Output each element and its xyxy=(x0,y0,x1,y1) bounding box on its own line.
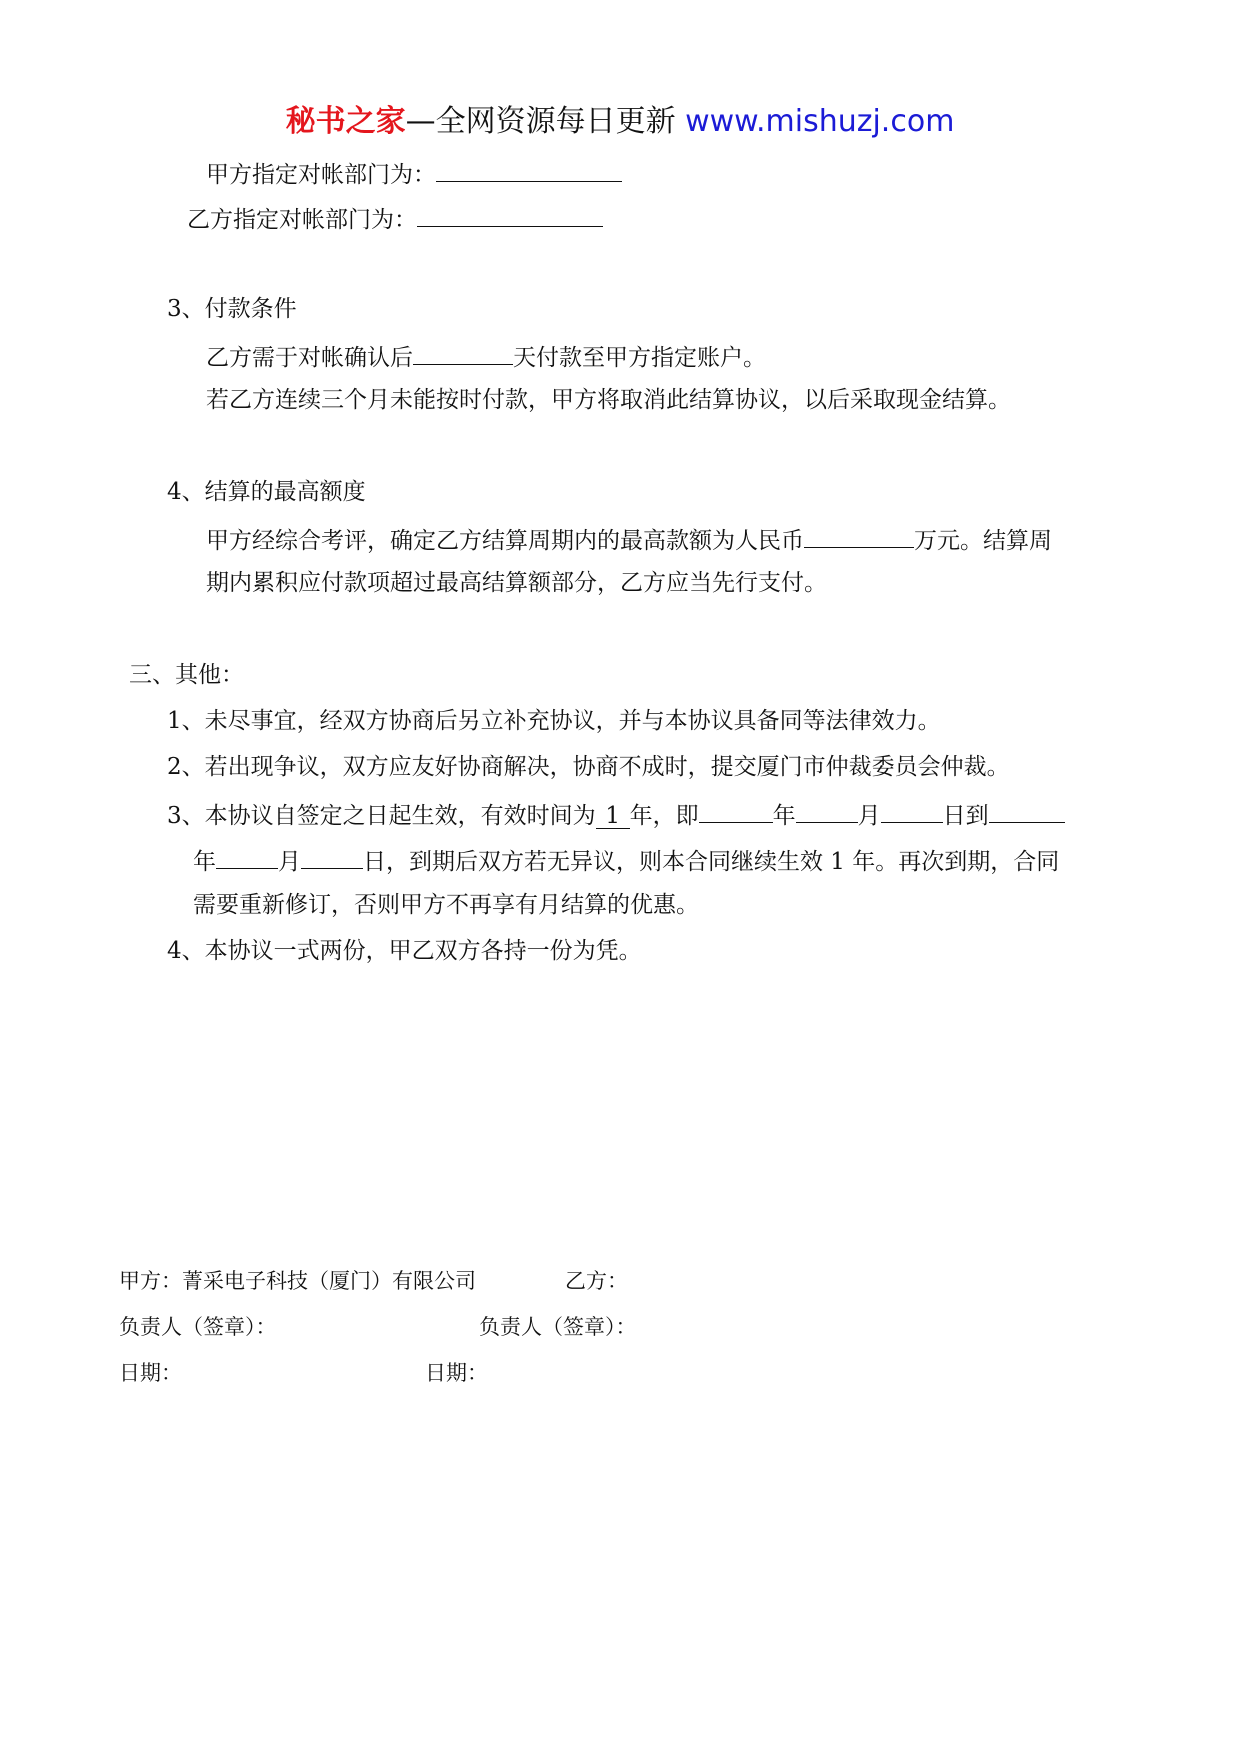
party-a-dept-blank xyxy=(436,157,622,182)
other-item-2: 2、若出现争议，双方应友好协商解决，协商不成时，提交厦门市仲裁委员会仲裁。 xyxy=(167,754,1010,780)
party-a-name: 菁采电子科技（厦门）有限公司 xyxy=(182,1269,476,1293)
brand-name: 秘书之家 xyxy=(285,104,406,139)
end-month-blank xyxy=(216,844,278,869)
end-year-label: 年 xyxy=(193,849,216,875)
payment-line-1 xyxy=(206,340,766,373)
item3-pre: 3、本协议自签定之日起生效，有效时间为 xyxy=(167,803,596,829)
other-item-3-line-3: 需要重新修订，否则甲方不再享有月结算的优惠。 xyxy=(193,892,699,918)
party-b-label: 乙方： xyxy=(565,1269,628,1293)
limit-line-1-post: 万元。结算周 xyxy=(914,528,1052,554)
start-year-blank xyxy=(699,798,773,823)
payment-line-1-pre: 乙方需于对帐确认后 xyxy=(206,345,413,371)
limit-amount-blank xyxy=(804,523,914,548)
other-item-3-line-2 xyxy=(193,844,1059,877)
start-month-blank xyxy=(796,798,858,823)
party-a-dept-label: 甲方指定对帐部门为： xyxy=(206,162,436,188)
item3-line-2-post: 日，到期后双方若无异议，则本合同继续生效 1 年。再次到期，合同 xyxy=(363,849,1060,875)
payment-days-blank xyxy=(413,340,513,365)
start-year-label: 年 xyxy=(772,803,796,829)
limit-line-2: 期内累积应付款项超过最高结算额部分，乙方应当先行支付。 xyxy=(206,570,827,596)
other-heading: 三、其他： xyxy=(129,662,244,688)
party-b-dept-line xyxy=(187,202,603,235)
party-b-dept-label: 乙方指定对帐部门为： xyxy=(187,207,417,233)
end-year-blank xyxy=(989,798,1065,823)
start-day-label: 日到 xyxy=(942,803,989,829)
other-item-3-line-1 xyxy=(167,798,1065,831)
item3-years: 1 xyxy=(596,804,630,829)
party-a-date-label: 日期： xyxy=(119,1361,182,1385)
limit-heading: 4、结算的最高额度 xyxy=(167,479,366,505)
end-day-blank xyxy=(301,844,363,869)
party-a-label: 甲方： xyxy=(119,1269,182,1293)
party-a-dept-line xyxy=(206,157,622,190)
header-url[interactable]: www.mishuzj.com xyxy=(675,104,955,139)
end-month-label: 月 xyxy=(278,849,301,875)
payment-line-1-post: 天付款至甲方指定账户。 xyxy=(513,345,766,371)
limit-line-1-pre: 甲方经综合考评，确定乙方结算周期内的最高款额为人民币 xyxy=(206,528,804,554)
start-month-label: 月 xyxy=(857,803,881,829)
start-day-blank xyxy=(881,798,943,823)
party-b-dept-blank xyxy=(417,202,603,227)
party-b-date-label: 日期： xyxy=(425,1361,488,1385)
header-slogan: —全网资源每日更新 xyxy=(405,104,676,139)
party-a-sign-label: 负责人（签章）： xyxy=(119,1315,277,1339)
other-item-4: 4、本协议一式两份，甲乙双方各持一份为凭。 xyxy=(167,938,642,964)
other-item-1: 1、未尽事宜，经双方协商后另立补充协议，并与本协议具备同等法律效力。 xyxy=(167,708,941,734)
site-header xyxy=(0,102,1240,142)
payment-heading: 3、付款条件 xyxy=(167,296,297,322)
payment-line-2: 若乙方连续三个月未能按时付款，甲方将取消此结算协议，以后采取现金结算。 xyxy=(206,387,1011,413)
party-b-sign-label: 负责人（签章）： xyxy=(479,1315,637,1339)
limit-line-1 xyxy=(206,523,1052,556)
party-a-signature-line xyxy=(119,1266,476,1296)
item3-mid: 年，即 xyxy=(629,803,699,829)
